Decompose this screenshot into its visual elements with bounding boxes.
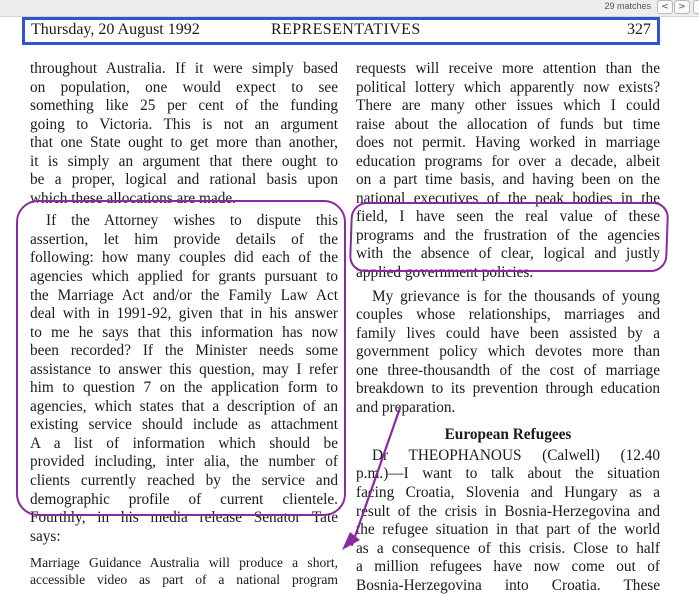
text-line: There are many other issues which I could [356, 97, 660, 115]
text-line: Fourthly, in his media release Senator Tate [30, 509, 338, 527]
text-line: that one State ought to get more than another, [30, 134, 338, 152]
text-line: government policy which devotes more than [356, 343, 660, 361]
text-line: raise about the allocation of funds but time [356, 115, 660, 133]
text-line: breakdown to its prevention through education [356, 380, 660, 398]
text-line: applied government policies. [356, 264, 534, 282]
text-line: agencies which applied for grants pursuant to [30, 268, 338, 286]
annotation-highlight-left [16, 200, 346, 516]
text-line: throughout Australia. If it were simply based [30, 60, 338, 77]
text-line: Bosnia-Herzegovina into Croatia. These [356, 576, 660, 594]
text-line: on population, one would expect to see [30, 78, 338, 96]
next-match-button[interactable] [674, 0, 690, 14]
text-line: If the Attorney wishes to dispute this [46, 212, 338, 230]
text-line: to me he says that this information has now [30, 323, 338, 341]
text-line: assertion, let him provide details of the [30, 230, 338, 248]
text-line: something like 25 per cent of the funding [30, 97, 338, 115]
text-line: which these allocations are made. [30, 189, 237, 207]
annotation-highlight-right [349, 202, 669, 272]
search-toolbar [0, 0, 699, 17]
text-line: p.m.)—I want to talk about the situation [356, 465, 660, 483]
text-line: accessible video as part of a national program [30, 572, 338, 588]
text-line: Marriage Guidance Australia will produce a short, [30, 555, 338, 571]
header-date: Thursday, 20 August 1992 [31, 21, 200, 38]
text-line: assistance to answer this question, may I refer [30, 360, 338, 378]
text-line: provided including, inter alia, the number of [30, 453, 338, 471]
text-line: with the absence of clear, logical and justly [356, 245, 660, 263]
text-line: clients currently reached by the service and [30, 472, 338, 490]
text-line: it is simply an argument that there ought to [30, 152, 338, 170]
text-line: and preparation. [356, 398, 456, 416]
match-count: 29 matches [604, 1, 651, 11]
text-line: result of the crisis in Bosnia-Herzegovina and [356, 502, 660, 520]
text-line: says: [30, 527, 61, 545]
text-line: family lives could have been assisted by a [356, 324, 660, 342]
header-page-number: 327 [627, 21, 651, 38]
page-header [22, 17, 660, 45]
text-line: field, I have seen the real value of these [356, 208, 660, 226]
chevron-left-icon: < [661, 2, 669, 12]
text-line: A a list of information which should be [30, 434, 338, 452]
right-paragraph-2 [356, 288, 660, 418]
left-paragraph-1 [30, 60, 338, 208]
text-line: the Marriage Act and/or the Family Law Act [30, 286, 338, 304]
text-line: him to question 7 on the application form to [30, 379, 338, 397]
text-line: following: how many couples did each of the [30, 249, 338, 267]
section-heading: European Refugees [444, 426, 572, 444]
text-line: requests will receive more attention than the [356, 60, 660, 77]
text-line: existing service should include as attachment [30, 416, 338, 434]
text-line: on a part time basis, and having been on the [356, 171, 660, 189]
previous-match-button[interactable] [657, 0, 673, 14]
text-line: been recorded? If the Minister needs some [30, 342, 338, 360]
toolbar-overflow-button[interactable] [693, 0, 699, 14]
text-line: couples whose relationships, marriages and [356, 306, 660, 324]
text-line: national executives of the peak bodies in the [356, 189, 660, 207]
annotation-arrow [330, 400, 410, 559]
text-line: facing Croatia, Slovenia and Hungary as a [356, 484, 660, 502]
text-line: a million refugees have now come out of [356, 558, 660, 576]
text-line: the refugee situation in that part of the world [356, 521, 660, 539]
text-line: education programs for over a decade, albeit [356, 152, 660, 170]
left-quote [30, 554, 338, 588]
text-line: one three-thousandth of the cost of marriage [356, 361, 660, 379]
chevron-right-icon: > [678, 2, 686, 12]
text-line: agencies, which states that a description of an [30, 397, 338, 415]
text-line: does not permit. Having worked in marriage [356, 134, 660, 152]
text-line: demographic profile of current clientele. [30, 490, 338, 508]
text-line: as a consequence of this crisis. Close to half [356, 539, 660, 557]
text-line: be a proper, logical and rational basis upon [30, 171, 338, 189]
text-line: programs and the frustration of the agencies [356, 226, 660, 244]
text-line: political lottery which apparently now exists? [356, 78, 660, 96]
text-line: Dr THEOPHANOUS (Calwell) (12.40 [372, 446, 660, 464]
text-line: going to Victoria. This is not an argument [30, 115, 338, 133]
text-line: deal with in 1991-92, given that in his answer [30, 305, 338, 323]
header-house: REPRESENTATIVES [271, 21, 421, 38]
text-line: My grievance is for the thousands of young [372, 287, 660, 305]
